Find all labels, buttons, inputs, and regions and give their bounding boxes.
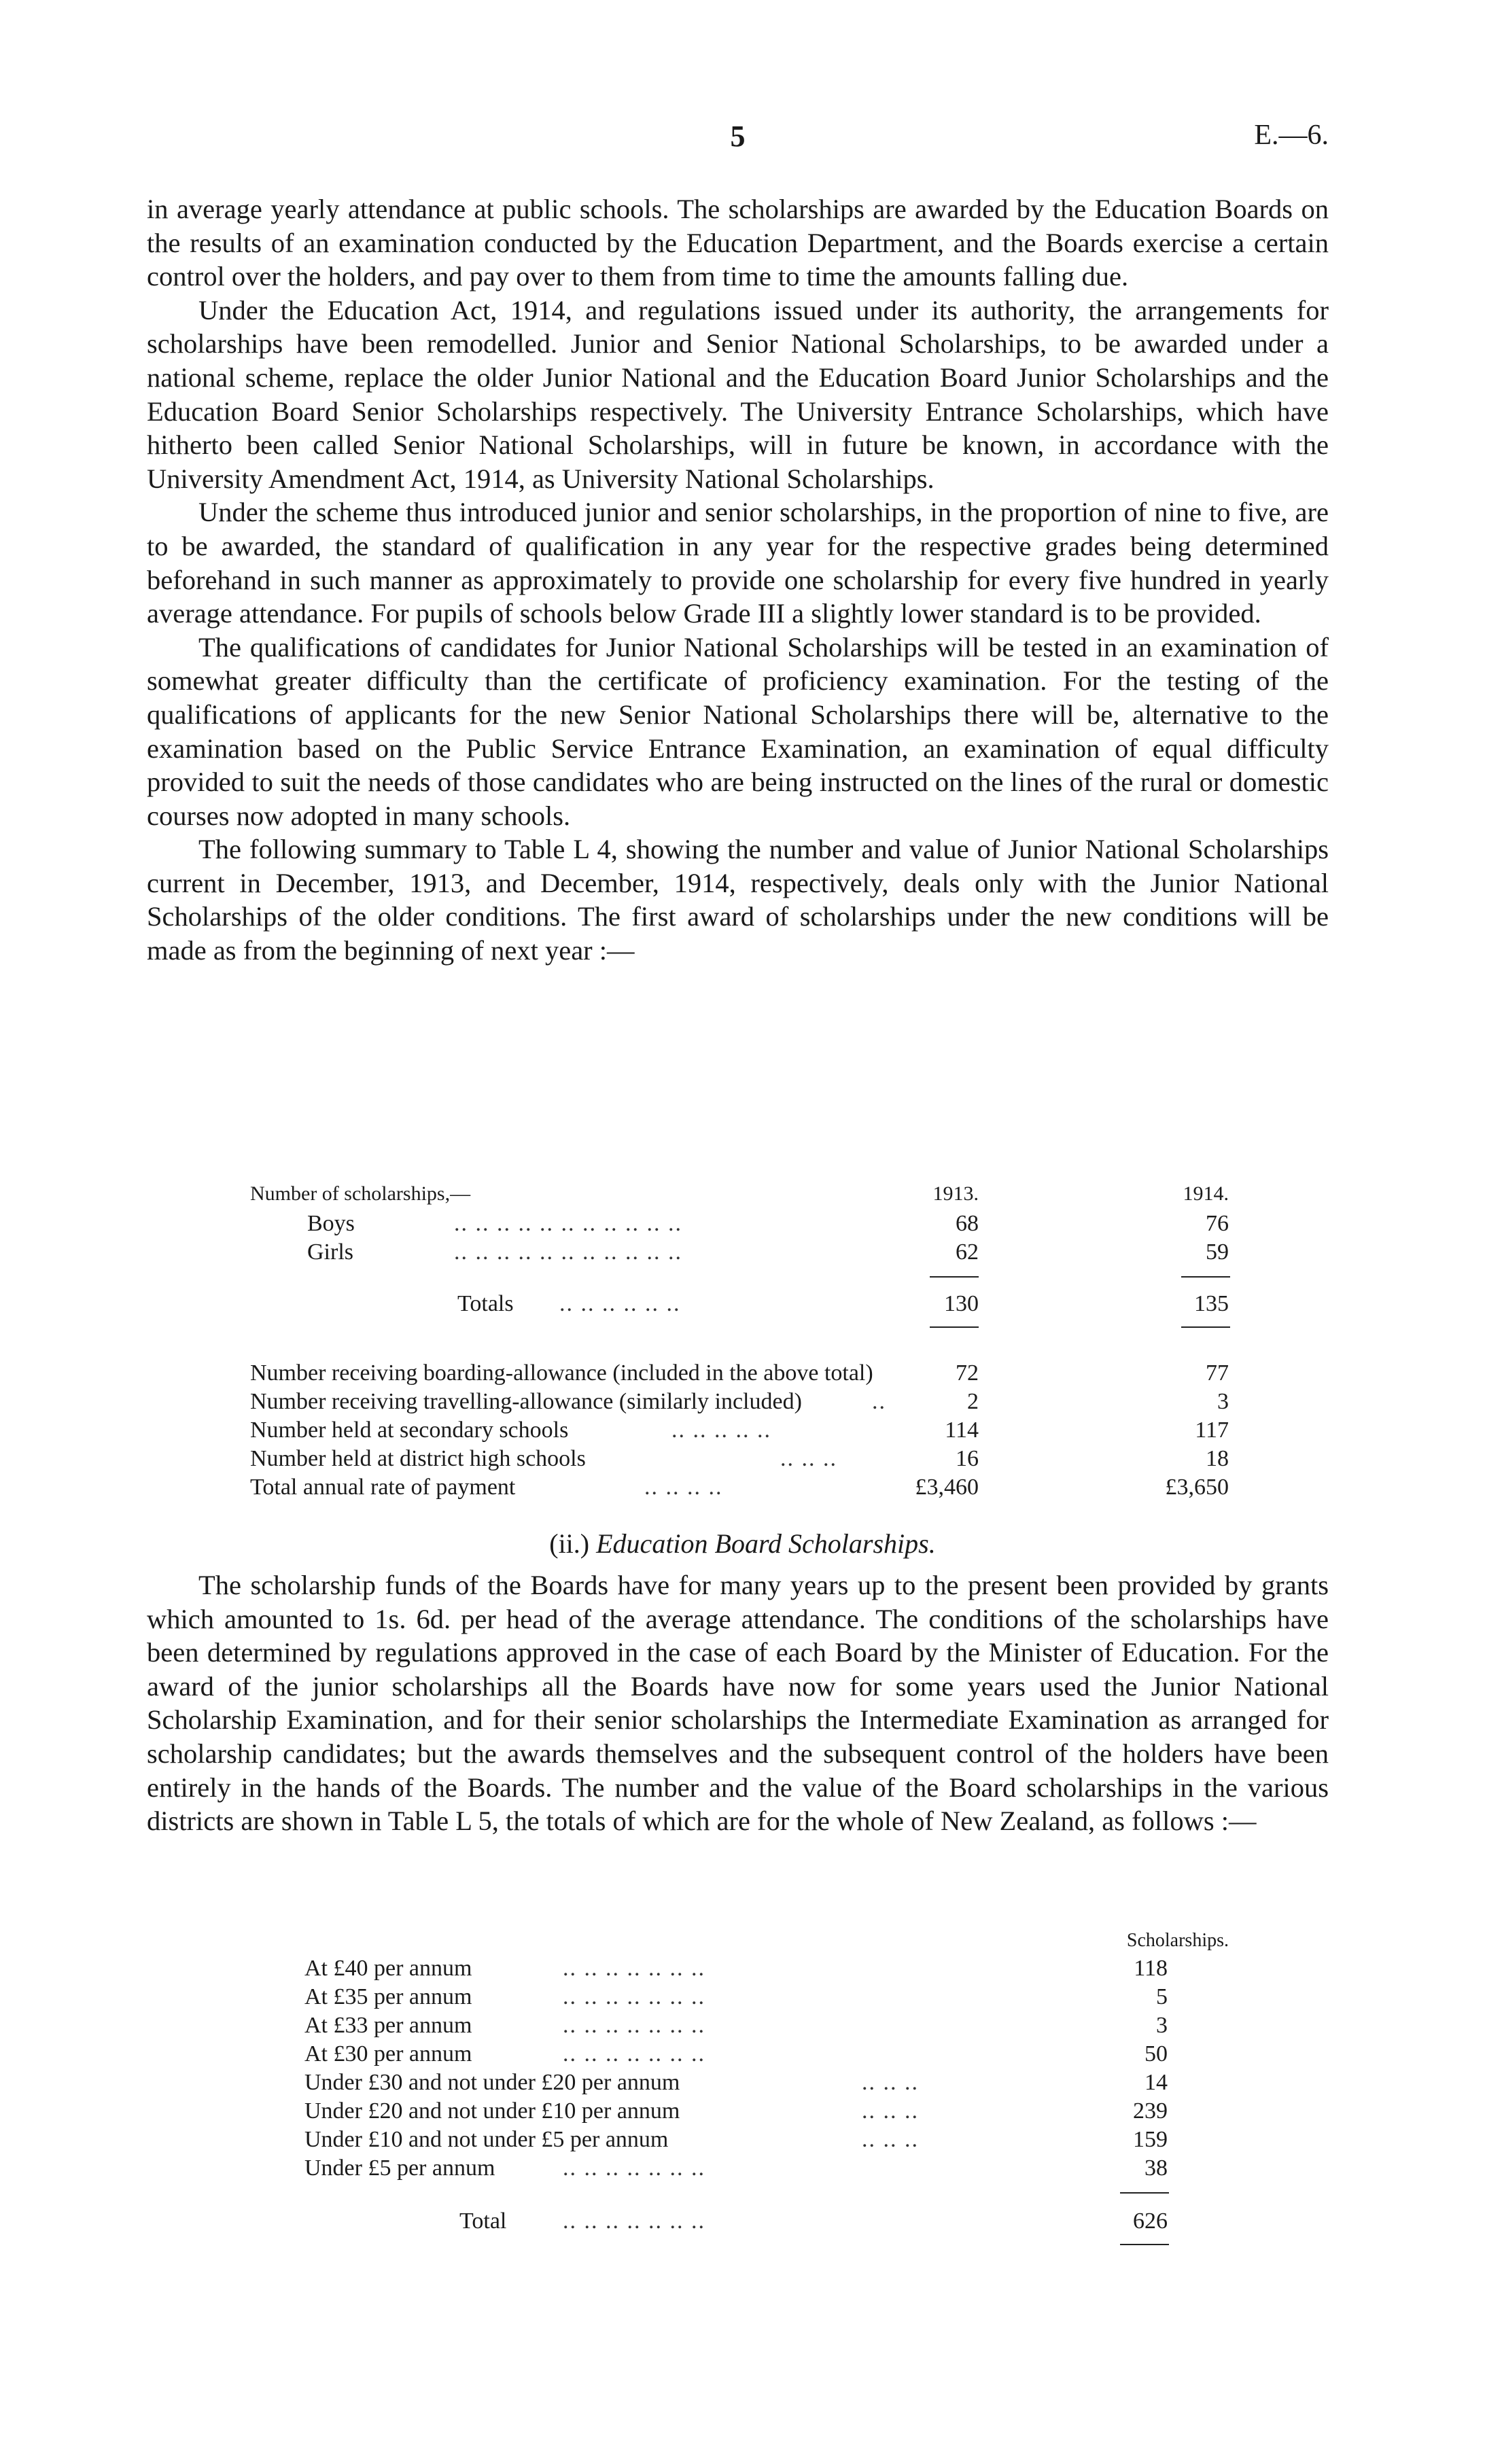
leader-dots: .. .. .. .. — [644, 1475, 723, 1500]
scholarship-count: 38 — [1145, 2155, 1168, 2181]
leader-dots: .. — [872, 1389, 886, 1414]
scholarship-count: 5 — [1156, 1984, 1168, 2009]
value-1914: 77 — [1206, 1360, 1229, 1386]
paragraph: The following summary to Table L 4, showing the number and value of Junior National Scholarships current in December, 1913, and December, 1914, respectively, deals only with the Junior National Scholarships of the older conditions. The first award of scholarships under the new conditions will be made as from the beginning of next year :— — [147, 834, 1329, 966]
scholarship-count: 3 — [1156, 2013, 1168, 2038]
value-1913: £3,460 — [915, 1475, 979, 1500]
leader-dots: .. .. .. — [862, 2070, 919, 2095]
junior-scholarships-table — [250, 1182, 1229, 1502]
col-header-1913: 1913. — [932, 1182, 979, 1205]
section-heading — [0, 1528, 1485, 1560]
value-1914: 3 — [1217, 1389, 1229, 1414]
table-row — [304, 1984, 1229, 2011]
paragraph: in average yearly attendance at public schools. The scholarships are awarded by the Education Boards on the results of an examination conducted by the Education Department, and the Boards exercise a certain control over the holders, and pay over to them from time to time the amounts falling due. — [147, 194, 1329, 292]
col-header-scholarships: Scholarships. — [1126, 1930, 1229, 1951]
value-1914: £3,650 — [1165, 1475, 1229, 1500]
table-row — [250, 1475, 1229, 1502]
total-rule — [930, 1326, 979, 1328]
leader-dots: .. .. .. .. .. .. .. — [563, 1984, 705, 2009]
value-1913: 72 — [956, 1360, 979, 1386]
table-row — [250, 1418, 1229, 1445]
scholarship-count: 50 — [1145, 2041, 1168, 2066]
value-1914: 135 — [1194, 1291, 1229, 1316]
value-1914: 18 — [1206, 1446, 1229, 1471]
leader-dots: .. .. .. — [862, 2127, 919, 2152]
row-label: Boys — [307, 1211, 355, 1236]
col-header-1914: 1914. — [1183, 1182, 1229, 1205]
row-label: Total annual rate of payment — [250, 1475, 516, 1500]
total-rule — [1120, 2244, 1169, 2245]
table-row — [250, 1446, 1229, 1473]
row-label: At £40 per annum — [304, 1956, 472, 1981]
value-1913: 16 — [956, 1446, 979, 1471]
scholarship-count: 118 — [1134, 1956, 1168, 1981]
scholarship-count: 239 — [1133, 2098, 1168, 2124]
value-1914: 117 — [1195, 1418, 1229, 1443]
table-row — [250, 1291, 1229, 1318]
leader-dots: .. .. .. .. .. .. — [559, 1291, 681, 1316]
page-header — [147, 119, 1329, 166]
table-row — [304, 2041, 1229, 2069]
row-label: At £30 per annum — [304, 2041, 472, 2066]
heading-label: Number of scholarships,— — [250, 1182, 471, 1205]
paragraph: The qualifications of candidates for Junior National Scholarships will be tested in an examination of somewhat greater difficulty than the certificate of proficiency examination. For the testing of the qualifications of applicants for the new Senior National Scholarships there will be, alternative to the examination based on the Public Service Entrance Examination, an examination of equal difficulty provided to suit the needs of those candidates who are being instructed on the lines of the rural or domestic courses now adopted in many schools. — [147, 631, 1329, 831]
leader-dots: .. .. .. .. .. .. .. .. .. .. .. — [454, 1211, 682, 1236]
table-heading-row — [304, 1930, 1229, 1957]
page-number: 5 — [730, 120, 746, 153]
value-1913: 130 — [944, 1291, 979, 1316]
body-text-bottom — [147, 1568, 1329, 1838]
row-label: At £33 per annum — [304, 2013, 472, 2038]
row-label: Total — [459, 2208, 507, 2234]
table-row — [304, 2127, 1229, 2154]
total-rule — [1181, 1326, 1230, 1328]
table-row — [304, 2098, 1229, 2126]
table-row — [304, 2070, 1229, 2097]
table-row — [304, 2155, 1229, 2183]
leader-dots: .. .. .. .. .. .. .. — [563, 1956, 705, 1981]
sum-rule — [930, 1276, 979, 1278]
table-row — [304, 2013, 1229, 2040]
scholarship-count: 159 — [1133, 2127, 1168, 2152]
sum-rule — [1120, 2192, 1169, 2194]
value-1913: 2 — [967, 1389, 979, 1414]
report-id: E.—6. — [1254, 120, 1329, 151]
value-1913: 68 — [956, 1211, 979, 1236]
section-number: (ii.) — [549, 1528, 590, 1559]
table-row — [304, 1956, 1229, 1983]
paragraph: The scholarship funds of the Boards have for many years up to the present been provided by grants which amounted to 1s. 6d. per head of the average attendance. The conditions of the scholarships have been determined by regulations approved in the case of each Board by the Minister of Education. For the award of the junior scholarships all the Boards have now for some years used the Junior National Scholarship Examination, and for their senior scholarships the Intermediate Examination as arranged for scholarship candidates; but the awards themselves and the subsequent control of the holders have been entirely in the hands of the Boards. The number and the value of the Board scholarships in the various districts are shown in Table L 5, the totals of which are for the whole of New Zealand, as follows :— — [147, 1570, 1329, 1837]
leader-dots: .. .. .. .. .. .. .. — [563, 2013, 705, 2038]
row-label: Number held at district high schools — [250, 1446, 586, 1471]
leader-dots: .. .. .. — [862, 2098, 919, 2124]
value-1914: 76 — [1206, 1211, 1229, 1236]
row-label: Totals — [457, 1291, 514, 1316]
table-total-row — [304, 2208, 1229, 2236]
leader-dots: .. .. .. — [780, 1446, 837, 1471]
section-title: Education Board Scholarships. — [596, 1528, 936, 1559]
row-label: Number receiving boarding-allowance (included in the above total) — [250, 1360, 873, 1386]
row-label: Girls — [307, 1239, 353, 1265]
paragraph: Under the Education Act, 1914, and regulations issued under its authority, the arrangements for scholarships have been remodelled. Junior and Senior National Scholarships, to be awarded under a national scheme, replace the older Junior National and the Education Board Junior Scholarships and the Education Board Senior Scholarships respectively. The University Entrance Scholarships, which have hitherto been called Senior National Scholarships, will in future be known, in accordance with the University Amendment Act, 1914, as University National Scholarships. — [147, 294, 1329, 494]
leader-dots: .. .. .. .. .. .. .. — [563, 2155, 705, 2181]
table-row — [250, 1211, 1229, 1238]
leader-dots: .. .. .. .. .. .. .. — [563, 2208, 705, 2234]
value-1913: 62 — [956, 1239, 979, 1265]
leader-dots: .. .. .. .. .. .. .. .. .. .. .. — [454, 1239, 682, 1265]
table-heading-row — [250, 1182, 1229, 1210]
table-row — [250, 1360, 1229, 1388]
row-label: Under £20 and not under £10 per annum — [304, 2098, 680, 2124]
body-text-top — [147, 192, 1329, 968]
row-label: Under £5 per annum — [304, 2155, 495, 2181]
row-label: Number held at secondary schools — [250, 1418, 569, 1443]
row-label: Under £10 and not under £5 per annum — [304, 2127, 669, 2152]
scholarship-count: 14 — [1145, 2070, 1168, 2095]
table-row — [250, 1389, 1229, 1416]
row-label: Number receiving travelling-allowance (similarly included) — [250, 1389, 802, 1414]
board-scholarships-table — [304, 1930, 1229, 2310]
scholarship-total: 626 — [1133, 2208, 1168, 2234]
table-row — [250, 1239, 1229, 1267]
leader-dots: .. .. .. .. .. .. .. — [563, 2041, 705, 2066]
value-1914: 59 — [1206, 1239, 1229, 1265]
sum-rule — [1181, 1276, 1230, 1278]
paragraph: Under the scheme thus introduced junior and senior scholarships, in the proportion of nine to five, are to be awarded, the standard of qualification in any year for the respective grades being determined beforehand in such manner as approximately to provide one scholarship for every five hundred in yearly average attendance. For pupils of schools below Grade III a slightly lower standard is to be provided. — [147, 497, 1329, 629]
row-label: At £35 per annum — [304, 1984, 472, 2009]
row-label: Under £30 and not under £20 per annum — [304, 2070, 680, 2095]
leader-dots: .. .. .. .. .. — [671, 1418, 771, 1443]
value-1913: 114 — [945, 1418, 979, 1443]
